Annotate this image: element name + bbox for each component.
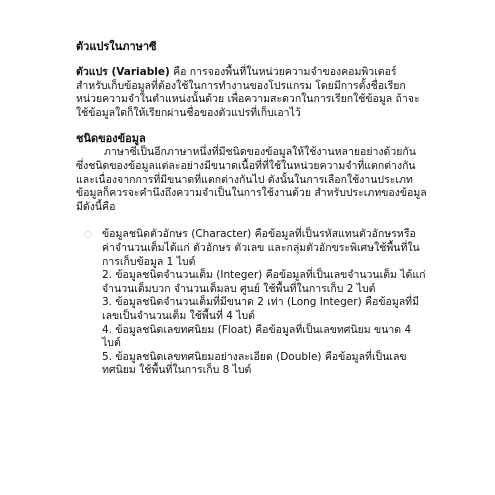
- list-item-text: ข้อมูลชนิดตัวอักษร (Character) คือข้อมูลที่เป็นรหัสแทนตัวอักษรหรือค่าจำนวนเต็มได้แก่ ตัวอักษร ตัวเลข และกลุ่มตัวอักขระพิเศษใช้พื้นที่ในการเก็บข้อมูล 1 ไบต์: [102, 228, 420, 268]
- list-item-text: 3. ข้อมูลชนิดจำนวนเต็มที่มีขนาด 2 เท่า (Long Integer) คือข้อมูลที่มีเลขเป็นจำนวนเต็ม ใช้พื้นที่ 4 ไบต์: [102, 296, 420, 322]
- definition-term: ตัวแปร (Variable): [76, 66, 170, 78]
- section-heading-data-types: ชนิดของข้อมูล: [76, 132, 146, 146]
- list-item: [76, 228, 428, 269]
- list-item: [76, 296, 428, 323]
- list-item-text: 4. ข้อมูลชนิดเลขทศนิยม (Float) คือข้อมูลที่เป็นเลขทศนิยม ขนาด 4 ไบต์: [102, 323, 412, 350]
- page-title: ตัวแปรในภาษาซี: [76, 40, 157, 53]
- bullet-icon: ○: [84, 230, 92, 241]
- list-item: [76, 351, 428, 378]
- definition-body: คือ การจองพื้นที่ในหน่วยความจำของคอมพิวเตอร์สำหรับเก็บข้อมูลที่ต้องใช้ในการทำงานของโปรแกรม โดยมีการตั้งชื่อเรียกหน่วยความจำในตำแหน่งนั้นด้วย เพื่อความสะดวกในการเรียกใช้ข้อมูล ถ้าจะใช้ข้อมูลใดก็ให้เรียกผ่านชื่อของตัวแปรที่เก็บเอาไว้: [76, 66, 420, 119]
- types-paragraph: [76, 146, 428, 214]
- list-item-text: 5. ข้อมูลชนิดเลขทศนิยมอย่างละเอียด (Double) คือข้อมูลที่เป็นเลขทศนิยม ใช้พื้นที่ในการเก็บ 8 ไบต์: [102, 350, 407, 377]
- list-item-text: 2. ข้อมูลชนิดจำนวนเต็ม (Integer) คือข้อมูลที่เป็นเลขจำนวนเต็ม ได้แก่ จำนวนเต็มบวก จำนวนเต็มลบ ศูนย์ ใช้พื้นที่ในการเก็บ 2 ไบต์: [102, 269, 426, 295]
- types-paragraph-text: ภาษาซีเป็นอีกภาษาหนึ่งที่มีชนิดของข้อมูลให้ใช้งานหลายอย่างด้วยกัน ซึ่งชนิดของข้อมูลแต่ละอย่างมีขนาดเนื้อที่ที่ใช้ในหน่วยความจำที่แตกต่างกัน และเนื่องจากการที่มีขนาดที่แตกต่างกันไป ดังนั้นในการเลือกใช้งานประเภทข้อมูลก็ควรจะคำนึงถึงความจำเป็นในการใช้งานด้วย สำหรับประเภทของข้อมูลมีดังนี้คือ: [76, 146, 427, 213]
- definition-paragraph: [76, 66, 428, 120]
- list-item: [76, 269, 428, 296]
- data-types-list: [76, 228, 428, 378]
- document-page: [76, 40, 428, 378]
- list-item: [76, 324, 428, 351]
